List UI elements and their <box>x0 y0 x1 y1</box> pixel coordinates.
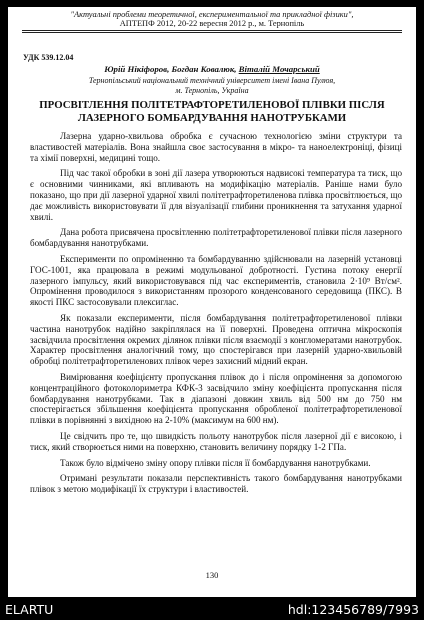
paragraph: Отримані результати показали перспективність такого бомбардування нанотрубками плівок з метою модифікації їх структури і властивостей. <box>30 473 402 495</box>
paragraph: Під час такої обробки в зоні дії лазера утворюються надвисокі температура та тиск, що є основними чинниками, які впливають на модифікацію матеріалів. Раніше нами було показано, що при дії лазерної ударної хвилі політетрафторетиленова плівка просвітлюється, що дає можливість використовувати її для візуалізації глибини проникнення та затухання ударної хвилі. <box>30 168 402 222</box>
paragraph: Також було відмічено зміну опору плівки після її бомбардування нанотрубками. <box>60 457 371 468</box>
footer-left-label: ELARTU <box>5 602 54 617</box>
paper-title-line-2: ЛАЗЕРНОГО БОМБАРДУВАННЯ НАНОТРУБКАМИ <box>77 112 347 124</box>
footer-handle-label: hdl:123456789/7993 <box>287 602 419 617</box>
conference-event: АПТЕПФ 2012, 20-22 вересня 2012 р., м. Тернопіль <box>119 19 305 28</box>
header-rule-bottom <box>22 32 402 33</box>
affiliation-line-2: м. Тернопіль, Україна <box>175 86 249 95</box>
paragraph: Лазерна ударно-хвильова обробка є сучасною технологією зміни структури та властивостей матеріалів. Вона знайшла своє застосування в мікро- та наноелектроніці, фізиці та хімії поверхні, медицині тощо. <box>30 131 402 163</box>
paragraph: Дана робота присвячена просвітленню політетрафторетиленової плівки після лазерного бомбардування нанотрубками. <box>30 227 402 249</box>
conference-title: "Актуальні проблеми теоретичної, експериментальної та прикладної фізики", <box>70 10 354 19</box>
paragraph: Експерименти по опроміненню та бомбардуванню здійснювали на лазерній установці ГОС-1001, яка працювала в режимі модульованої добротності. Густина потоку енергії лазерного імпульсу, який використовувався під час експериментів, становила 2·10⁹ Вт/см². Опромінення проводилося з використанням прозорого конденсованого середовища (ПКС). В якості ПКС застосовували плексиглас. <box>30 253 402 308</box>
header-rule-top <box>22 30 402 31</box>
paragraph: Як показали експерименти, після бомбардування політетрафторетиленової плівки частина нанотрубок надійно закріплялася на її поверхні. Проведена оптична мікроскопія засвідчила просвітлення окремих ділянок плівки після взаємодії з конгломератами нанотрубок. Характер просвітлення аналогічний тому, що спостерігався при лазерній ударно-хвильовій обробці політетрафторетиленових плівок через захисний мідний екран. <box>30 312 402 367</box>
author-underlined: Віталій Мочарський <box>238 64 320 74</box>
page-number: 130 <box>205 570 219 580</box>
authors-plain: Юрій Нікіфоров, Богдан Ковалюк, <box>104 64 239 74</box>
udk-code: УДК 539.12.04 <box>23 53 74 62</box>
paragraph: Вимірювання коефіцієнту пропускання плівок до і після опромінення за допомогою концентраційного фотоколориметра КФК-3 засвідчило зміну коефіцієнта пропускання після бомбардування нанотрубками. Так в діапазоні довжин хвиль від 500 нм до 750 нм спостерігається збільшення коефіцієнта пропускання обробленої політетрафторетиленової плівки в порівнянні з вихідною на 2-10% (максимум на 600 нм). <box>30 371 402 426</box>
paper-title-line-1: ПРОСВІТЛЕННЯ ПОЛІТЕТРАФТОРЕТИЛЕНОВОЇ ПЛІВКИ ПІСЛЯ <box>39 99 385 111</box>
affiliation-line-1: Тернопільський національний технічний університет імені Івана Пулюя, <box>88 76 336 85</box>
document-page <box>8 7 416 597</box>
paper-body <box>30 131 402 500</box>
authors-line <box>8 64 416 74</box>
paragraph: Це свідчить про те, що швидкість польоту нанотрубок після лазерної дії є високою, і тиск, який створюється ними на поверхню, становить величину порядку 1-2 ГПа. <box>30 430 402 452</box>
